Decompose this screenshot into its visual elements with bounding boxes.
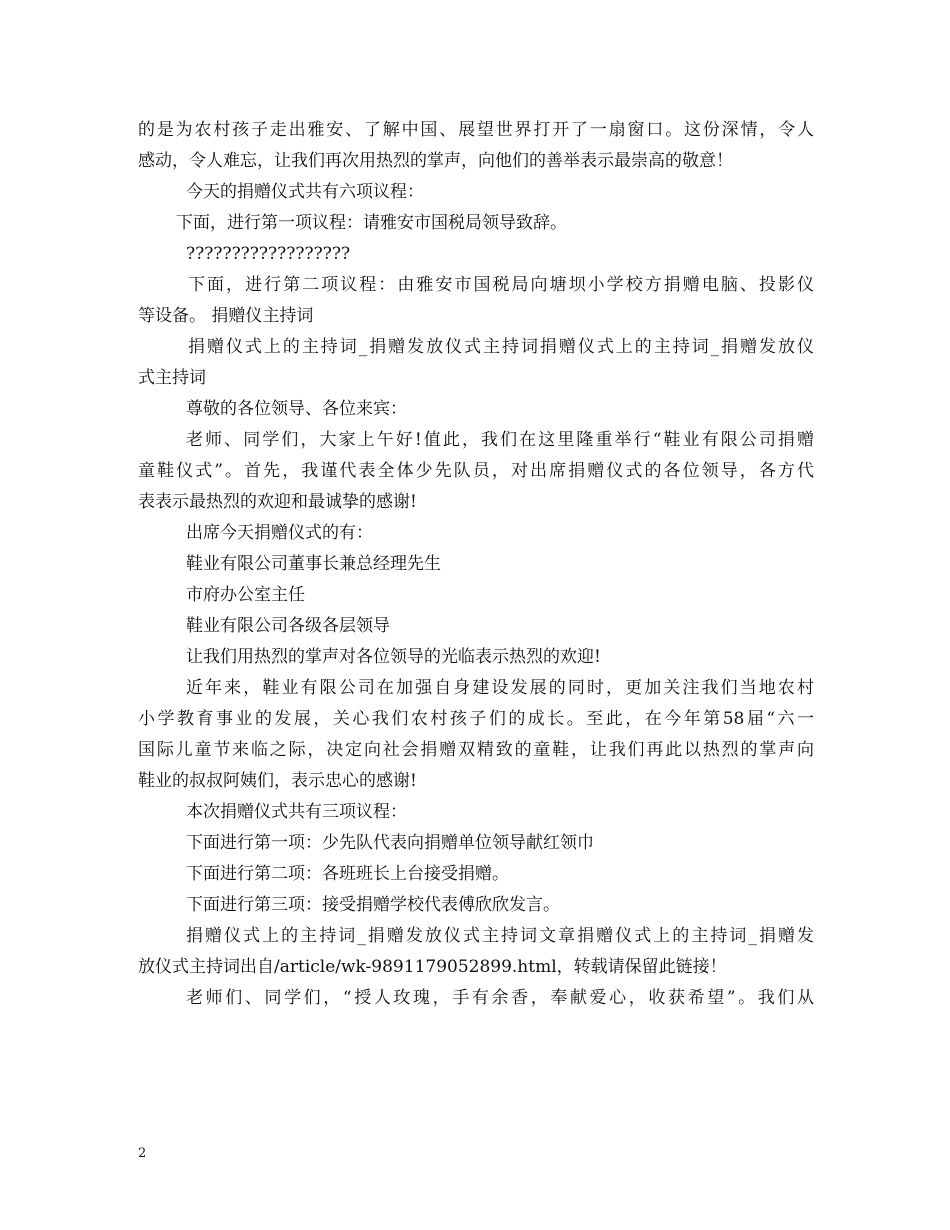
text-line: 老师们、同学们，“授人玫瑰，手有余香，奉献爱心，收获希望”。我们从 [186, 988, 814, 1008]
text-line: 下面进行第二项：各班班长上台接受捐赠。 [186, 864, 509, 884]
text-line: 捐赠仪式上的主持词_捐赠发放仪式主持词文章捐赠仪式上的主持词_捐赠发 [186, 926, 814, 946]
text-line: 下面，进行第二项议程：由雅安市国税局向塘坝小学校方捐赠电脑、投影仪 [188, 275, 814, 295]
text-line: 表表示最热烈的欢迎和最诚挚的感谢! [138, 492, 417, 512]
text-line: 近年来，鞋业有限公司在加强自身建设发展的同时，更加关注我们当地农村 [186, 678, 814, 698]
text-line: 式主持词 [138, 368, 206, 388]
text-line: 鞋业的叔叔阿姨们，表示忠心的感谢! [138, 771, 417, 791]
text-line: 老师、同学们，大家上午好!值此，我们在这里隆重举行“鞋业有限公司捐赠 [186, 430, 814, 450]
text-line: 鞋业有限公司董事长兼总经理先生 [186, 554, 441, 574]
text-line: 放仪式主持词出自/article/wk-9891179052899.html，转载请保留此链接！ [138, 957, 727, 977]
text-line: 鞋业有限公司各级各层领导 [186, 616, 390, 636]
text-line: 下面进行第三项：接受捐赠学校代表傅欣欣发言。 [186, 895, 560, 915]
text-line: 等设备。 捐赠仪主持词 [138, 306, 314, 326]
text-line: 下面进行第一项：少先队代表向捐赠单位领导献红领巾 [186, 833, 594, 853]
text-line: 让我们用热烈的掌声对各位领导的光临表示热烈的欢迎! [186, 647, 601, 667]
text-line: 今天的捐赠仪式共有六项议程： [186, 182, 424, 202]
text-line: 市府办公室主任 [186, 585, 305, 605]
text-line: 国际儿童节来临之际，决定向社会捐赠双精致的童鞋，让我们再此以热烈的掌声向 [138, 740, 814, 760]
text-line: 感动，令人难忘，让我们再次用热烈的掌声，向他们的善举表示最崇高的敬意！ [138, 151, 733, 171]
text-line: 童鞋仪式”。首先，我谨代表全体少先队员，对出席捐赠仪式的各位领导，各方代 [138, 461, 814, 481]
text-line: 本次捐赠仪式共有三项议程： [186, 802, 407, 822]
page-number: 2 [138, 1146, 147, 1161]
text-line: ?????????????????? [186, 244, 351, 264]
text-line: 的是为农村孩子走出雅安、了解中国、展望世界打开了一扇窗口。这份深情，令人 [138, 120, 814, 140]
text-line: 下面，进行第一项议程：请雅安市国税局领导致辞。 [176, 213, 567, 233]
text-line: 捐赠仪式上的主持词_捐赠发放仪式主持词捐赠仪式上的主持词_捐赠发放仪 [188, 337, 814, 357]
text-line: 小学教育事业的发展，关心我们农村孩子们的成长。至此，在今年第58届“六一 [138, 709, 814, 729]
text-line: 出席今天捐赠仪式的有： [186, 523, 373, 543]
text-line: 尊敬的各位领导、各位来宾： [186, 399, 407, 419]
document-body [138, 115, 814, 1014]
